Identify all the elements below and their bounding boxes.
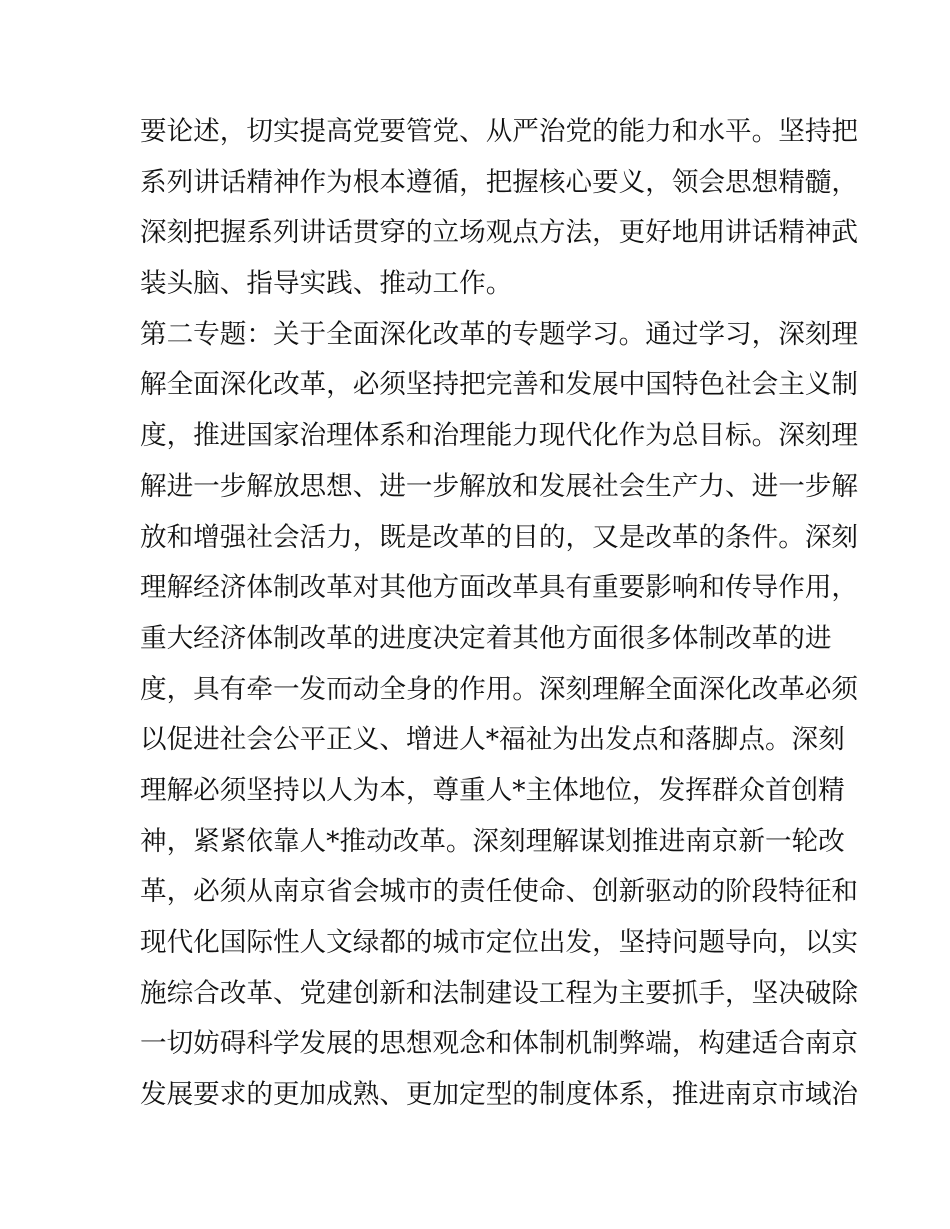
text-line: 革，必须从南京省会城市的责任使命、创新驱动的阶段特征和 <box>140 876 859 908</box>
text-line: 以促进社会公平正义、增进人*福祉为出发点和落脚点。深刻 <box>140 724 845 756</box>
section-heading-line: 第二专题：关于全面深化改革的专题学习。通过学习，深刻理 <box>140 318 859 350</box>
text-line: 度，推进国家治理体系和治理能力现代化作为总目标。深刻理 <box>140 420 859 452</box>
text-line: 神，紧紧依靠人*推动改革。深刻理解谋划推进南京新一轮改 <box>140 825 845 857</box>
text-line: 深刻把握系列讲话贯穿的立场观点方法，更好地用讲话精神武 <box>140 217 859 249</box>
text-line: 解进一步解放思想、进一步解放和发展社会生产力、进一步解 <box>140 470 859 502</box>
text-line: 解全面深化改革，必须坚持把完善和发展中国特色社会主义制 <box>140 369 859 401</box>
body-text <box>140 107 859 1121</box>
text-line: 要论述，切实提高党要管党、从严治党的能力和水平。坚持把 <box>140 116 859 147</box>
text-line: 施综合改革、党建创新和法制建设工程为主要抓手，坚决破除 <box>140 977 859 1009</box>
text-line: 现代化国际性人文绿都的城市定位出发，坚持问题导向，以实 <box>140 927 859 958</box>
text-line: 一切妨碍科学发展的思想观念和体制机制弊端，构建适合南京 <box>140 1028 859 1060</box>
text-line: 放和增强社会活力，既是改革的目的，又是改革的条件。深刻 <box>140 521 859 553</box>
text-line: 系列讲话精神作为根本遵循，把握核心要义，领会思想精髓， <box>140 166 859 198</box>
text-line: 理解必须坚持以人为本，尊重人*主体地位，发挥群众首创精 <box>140 774 845 806</box>
text-line: 重大经济体制改革的进度决定着其他方面很多体制改革的进 <box>140 622 832 654</box>
text-line: 理解经济体制改革对其他方面改革具有重要影响和传导作用， <box>140 572 859 604</box>
text-line: 度，具有牵一发而动全身的作用。深刻理解全面深化改革必须 <box>140 673 859 705</box>
text-line: 发展要求的更加成熟、更加定型的制度体系，推进南京市域治 <box>140 1079 859 1111</box>
text-line: 装头脑、指导实践、推动工作。 <box>140 268 513 300</box>
